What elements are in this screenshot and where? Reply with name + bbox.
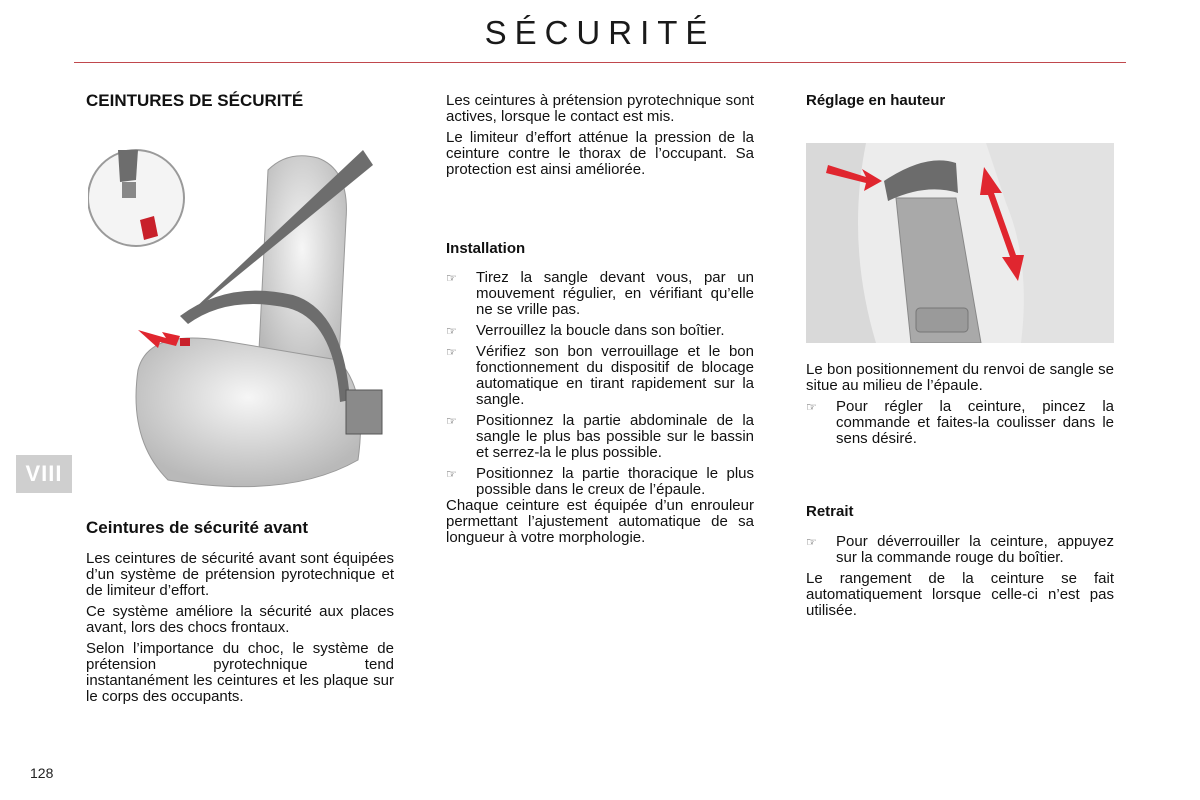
hand-pointer-icon: ☞ [446,467,457,481]
paragraph: Les ceintures de sécurité avant sont équipées d’un système de prétension pyrotechnique et de limiteur d’effort. [86,550,394,599]
list-item: ☞ Vérifiez son bon verrouillage et le bon fonctionnement du dispositif de blocage automatique en tirant rapidement sur la sangle. [446,343,754,408]
seat-illustration-svg [88,140,398,505]
buckle-red-button [180,338,190,346]
paragraph: Le limiteur d’effort atténue la pression de la ceinture contre le thorax de l’occupant. Sa protection est ainsi améliorée. [446,129,754,178]
subsection-heading: Ceintures de sécurité avant [86,518,309,537]
title-rule [74,62,1126,63]
paragraph: Le rangement de la ceinture se fait automatiquement lorsque celle-ci n’est pas utilisée. [806,570,1114,619]
paragraph: Selon l’importance du choc, le système de prétension pyrotechnique tend instantanément les ceintures et les plaque sur le corps des occupants. [86,640,394,705]
hand-pointer-icon: ☞ [446,345,457,359]
seat-belt-illustration [88,140,398,505]
belt-retractor [346,390,382,434]
hand-pointer-icon: ☞ [806,400,817,414]
inset-tongue [122,182,136,198]
hand-pointer-icon: ☞ [446,414,457,428]
installation-heading: Installation [446,240,526,257]
paragraph: Le bon positionnement du renvoi de sangle se situe au milieu de l’épaule. [806,361,1114,394]
height-heading: Réglage en hauteur [806,92,946,109]
page-number: 128 [30,765,54,781]
section-heading: CEINTURES DE SÉCURITÉ [86,91,304,110]
list-item: ☞ Positionnez la partie abdominale de la sangle le plus bas possible sur le bassin et serrez-la le plus possible. [446,412,754,461]
paragraph: Chaque ceinture est équipée d’un enrouleur permettant l’ajustement automatique de sa longueur à votre morphologie. [446,497,754,546]
retract-heading: Retrait [806,503,854,520]
chapter-tab: VIII [16,455,72,493]
list-item: ☞ Verrouillez la boucle dans son boîtier. [446,322,725,339]
seat-cushion-shape [136,338,361,487]
inset-belt-shape [118,150,138,182]
list-item: ☞ Pour régler la ceinture, pincez la commande et faites-la coulisser dans le sens désiré. [806,398,1114,447]
retract-text-block [806,534,1114,624]
list-item: ☞ Pour déverrouiller la ceinture, appuyez sur la commande rouge du boîtier. [806,533,1114,566]
hand-pointer-icon: ☞ [446,271,457,285]
col1-text [86,551,394,710]
height-adjust-illustration [806,143,1114,343]
height-illustration-svg [806,143,1114,343]
hand-pointer-icon: ☞ [806,535,817,549]
hand-pointer-icon: ☞ [446,324,457,338]
page-title: SÉCURITÉ [484,14,716,51]
col2-intro [446,93,754,183]
installation-list [446,270,754,551]
list-item: ☞ Tirez la sangle devant vous, par un mouvement régulier, en vérifiant qu’elle ne se vrille pas. [446,269,754,318]
height-text-block [806,362,1114,452]
list-item: ☞ Positionnez la partie thoracique le plus possible dans le creux de l’épaule. [446,465,754,498]
paragraph: Les ceintures à prétension pyrotechnique sont actives, lorsque le contact est mis. [446,92,754,125]
adjust-button [916,308,968,332]
paragraph: Ce système améliore la sécurité aux places avant, lors des chocs frontaux. [86,603,394,636]
